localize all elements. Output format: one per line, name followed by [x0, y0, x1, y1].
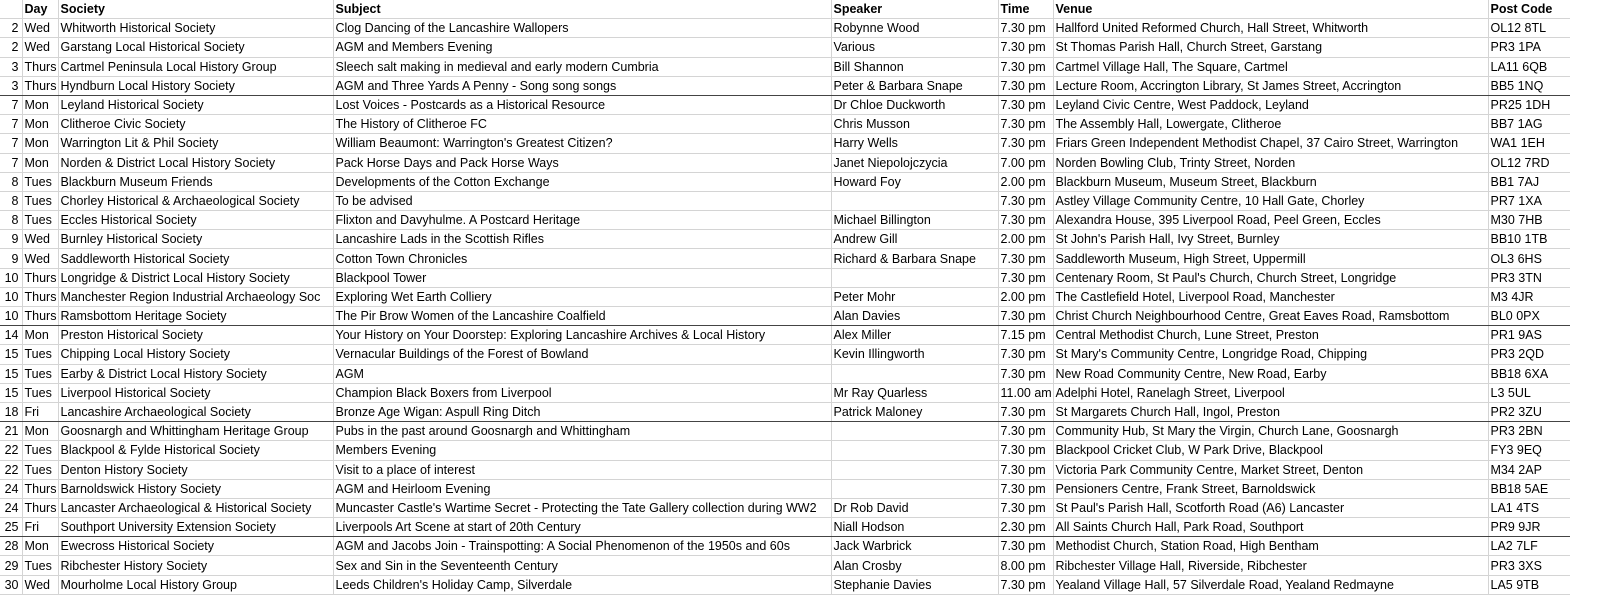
cell-venue[interactable]: Methodist Church, Station Road, High Bentham: [1053, 537, 1488, 556]
cell-day-number[interactable]: 8: [0, 191, 22, 210]
cell-post-code[interactable]: OL12 7RD: [1488, 153, 1570, 172]
table-row: [0, 556, 1570, 575]
cell-society[interactable]: Barnoldswick History Society: [58, 479, 333, 498]
cell-day-name[interactable]: Mon: [22, 153, 58, 172]
cell-post-code[interactable]: M34 2AP: [1488, 460, 1570, 479]
cell-subject[interactable]: Vernacular Buildings of the Forest of Bowland: [333, 345, 831, 364]
cell-society[interactable]: Ramsbottom Heritage Society: [58, 307, 333, 326]
cell-day-number[interactable]: 28: [0, 537, 22, 556]
cell-post-code[interactable]: FY3 9EQ: [1488, 441, 1570, 460]
table-row: [0, 19, 1570, 38]
cell-day-name[interactable]: Mon: [22, 537, 58, 556]
cell-day-name[interactable]: Thurs: [22, 287, 58, 306]
cell-venue[interactable]: All Saints Church Hall, Park Road, Southport: [1053, 518, 1488, 537]
cell-venue[interactable]: Alexandra House, 395 Liverpool Road, Peel Green, Eccles: [1053, 211, 1488, 230]
cell-post-code[interactable]: BB1 7AJ: [1488, 172, 1570, 191]
cell-speaker[interactable]: [831, 268, 998, 287]
cell-venue[interactable]: Central Methodist Church, Lune Street, Preston: [1053, 326, 1488, 345]
cell-day-name[interactable]: Thurs: [22, 479, 58, 498]
cell-subject[interactable]: The Pir Brow Women of the Lancashire Coalfield: [333, 307, 831, 326]
cell-time[interactable]: 7.30 pm: [998, 134, 1053, 153]
cell-subject[interactable]: Pubs in the past around Goosnargh and Whittingham: [333, 422, 831, 441]
cell-venue[interactable]: Lecture Room, Accrington Library, St James Street, Accrington: [1053, 76, 1488, 95]
cell-speaker[interactable]: Peter & Barbara Snape: [831, 76, 998, 95]
cell-time[interactable]: 2.30 pm: [998, 518, 1053, 537]
table-row: [0, 479, 1570, 498]
cell-society[interactable]: Leyland Historical Society: [58, 95, 333, 114]
cell-society[interactable]: Whitworth Historical Society: [58, 19, 333, 38]
cell-time[interactable]: 7.30 pm: [998, 19, 1053, 38]
cell-post-code[interactable]: PR9 9JR: [1488, 518, 1570, 537]
cell-venue[interactable]: Community Hub, St Mary the Virgin, Church Lane, Goosnargh: [1053, 422, 1488, 441]
cell-subject[interactable]: Sleech salt making in medieval and early modern Cumbria: [333, 57, 831, 76]
cell-society[interactable]: Mourholme Local History Group: [58, 575, 333, 594]
cell-day-number[interactable]: 25: [0, 518, 22, 537]
table-row: [0, 191, 1570, 210]
cell-subject[interactable]: Pack Horse Days and Pack Horse Ways: [333, 153, 831, 172]
cell-time[interactable]: 7.30 pm: [998, 479, 1053, 498]
table-row: [0, 518, 1570, 537]
cell-society[interactable]: Ribchester History Society: [58, 556, 333, 575]
cell-time[interactable]: 7.30 pm: [998, 402, 1053, 421]
cell-post-code[interactable]: BL0 0PX: [1488, 307, 1570, 326]
cell-day-number[interactable]: 22: [0, 460, 22, 479]
cell-subject[interactable]: Visit to a place of interest: [333, 460, 831, 479]
cell-post-code[interactable]: PR3 2BN: [1488, 422, 1570, 441]
cell-society[interactable]: Warrington Lit & Phil Society: [58, 134, 333, 153]
cell-post-code[interactable]: LA11 6QB: [1488, 57, 1570, 76]
cell-subject[interactable]: Members Evening: [333, 441, 831, 460]
cell-day-number[interactable]: 15: [0, 364, 22, 383]
cell-post-code[interactable]: LA1 4TS: [1488, 498, 1570, 517]
cell-time[interactable]: 7.30 pm: [998, 441, 1053, 460]
cell-day-name[interactable]: Tues: [22, 191, 58, 210]
cell-time[interactable]: 2.00 pm: [998, 287, 1053, 306]
cell-day-name[interactable]: Mon: [22, 134, 58, 153]
cell-subject[interactable]: Blackpool Tower: [333, 268, 831, 287]
cell-post-code[interactable]: PR2 3ZU: [1488, 402, 1570, 421]
cell-day-name[interactable]: Wed: [22, 575, 58, 594]
cell-day-name[interactable]: Wed: [22, 249, 58, 268]
cell-time[interactable]: 7.30 pm: [998, 364, 1053, 383]
cell-subject[interactable]: Exploring Wet Earth Colliery: [333, 287, 831, 306]
table-row: [0, 575, 1570, 594]
cell-day-number[interactable]: 3: [0, 76, 22, 95]
cell-subject[interactable]: AGM and Three Yards A Penny - Song song songs: [333, 76, 831, 95]
cell-speaker[interactable]: [831, 479, 998, 498]
cell-subject[interactable]: Muncaster Castle's Wartime Secret - Protecting the Tate Gallery collection during WW2: [333, 498, 831, 517]
cell-day-number[interactable]: 7: [0, 153, 22, 172]
table-row: [0, 153, 1570, 172]
cell-subject[interactable]: AGM and Heirloom Evening: [333, 479, 831, 498]
cell-speaker[interactable]: Alex Miller: [831, 326, 998, 345]
header-cell-time[interactable]: Time: [998, 0, 1053, 19]
cell-venue[interactable]: Adelphi Hotel, Ranelagh Street, Liverpool: [1053, 383, 1488, 402]
cell-day-name[interactable]: Tues: [22, 383, 58, 402]
table-row: [0, 364, 1570, 383]
cell-society[interactable]: Longridge & District Local History Society: [58, 268, 333, 287]
cell-day-number[interactable]: 10: [0, 287, 22, 306]
cell-day-number[interactable]: 2: [0, 38, 22, 57]
cell-speaker[interactable]: Harry Wells: [831, 134, 998, 153]
cell-speaker[interactable]: Dr Rob David: [831, 498, 998, 517]
cell-subject[interactable]: Champion Black Boxers from Liverpool: [333, 383, 831, 402]
table-row: [0, 38, 1570, 57]
table-row: [0, 422, 1570, 441]
cell-post-code[interactable]: BB10 1TB: [1488, 230, 1570, 249]
cell-venue[interactable]: Centenary Room, St Paul's Church, Church Street, Longridge: [1053, 268, 1488, 287]
table-row: [0, 230, 1570, 249]
cell-day-number[interactable]: 7: [0, 134, 22, 153]
cell-day-name[interactable]: Tues: [22, 211, 58, 230]
cell-society[interactable]: Blackpool & Fylde Historical Society: [58, 441, 333, 460]
cell-post-code[interactable]: LA5 9TB: [1488, 575, 1570, 594]
cell-speaker[interactable]: Stephanie Davies: [831, 575, 998, 594]
cell-speaker[interactable]: Jack Warbrick: [831, 537, 998, 556]
cell-society[interactable]: Denton History Society: [58, 460, 333, 479]
cell-post-code[interactable]: OL3 6HS: [1488, 249, 1570, 268]
cell-venue[interactable]: St Paul's Parish Hall, Scotforth Road (A6) Lancaster: [1053, 498, 1488, 517]
header-cell-day[interactable]: Day: [22, 0, 58, 19]
cell-day-number[interactable]: 21: [0, 422, 22, 441]
cell-society[interactable]: Norden & District Local History Society: [58, 153, 333, 172]
cell-post-code[interactable]: L3 5UL: [1488, 383, 1570, 402]
cell-post-code[interactable]: BB18 5AE: [1488, 479, 1570, 498]
cell-time[interactable]: 7.30 pm: [998, 95, 1053, 114]
cell-venue[interactable]: St John's Parish Hall, Ivy Street, Burnley: [1053, 230, 1488, 249]
cell-subject[interactable]: Lancashire Lads in the Scottish Rifles: [333, 230, 831, 249]
header-cell-subject[interactable]: Subject: [333, 0, 831, 19]
table-row: [0, 460, 1570, 479]
cell-subject[interactable]: AGM: [333, 364, 831, 383]
cell-society[interactable]: Ewecross Historical Society: [58, 537, 333, 556]
cell-society[interactable]: Clitheroe Civic Society: [58, 115, 333, 134]
cell-society[interactable]: Chipping Local History Society: [58, 345, 333, 364]
table-row: [0, 326, 1570, 345]
cell-society[interactable]: Chorley Historical & Archaeological Society: [58, 191, 333, 210]
cell-subject[interactable]: Flixton and Davyhulme. A Postcard Heritage: [333, 211, 831, 230]
sheet-empty-area: [1570, 0, 1616, 599]
table-row: [0, 498, 1570, 517]
cell-day-number[interactable]: 24: [0, 498, 22, 517]
cell-day-number[interactable]: 18: [0, 402, 22, 421]
cell-time[interactable]: 7.30 pm: [998, 57, 1053, 76]
cell-post-code[interactable]: BB7 1AG: [1488, 115, 1570, 134]
cell-society[interactable]: Goosnargh and Whittingham Heritage Group: [58, 422, 333, 441]
cell-subject[interactable]: Liverpools Art Scene at start of 20th Century: [333, 518, 831, 537]
cell-time[interactable]: 7.15 pm: [998, 326, 1053, 345]
cell-day-number[interactable]: 8: [0, 211, 22, 230]
cell-day-name[interactable]: Wed: [22, 19, 58, 38]
table-row: [0, 95, 1570, 114]
cell-venue[interactable]: Astley Village Community Centre, 10 Hall Gate, Chorley: [1053, 191, 1488, 210]
cell-post-code[interactable]: OL12 8TL: [1488, 19, 1570, 38]
cell-day-name[interactable]: Tues: [22, 364, 58, 383]
table-row: [0, 383, 1570, 402]
cell-subject[interactable]: Developments of the Cotton Exchange: [333, 172, 831, 191]
cell-venue[interactable]: Blackburn Museum, Museum Street, Blackburn: [1053, 172, 1488, 191]
cell-time[interactable]: 7.30 pm: [998, 307, 1053, 326]
cell-subject[interactable]: Lost Voices - Postcards as a Historical Resource: [333, 95, 831, 114]
cell-time[interactable]: 7.30 pm: [998, 422, 1053, 441]
cell-post-code[interactable]: PR7 1XA: [1488, 191, 1570, 210]
cell-day-number[interactable]: 15: [0, 345, 22, 364]
cell-venue[interactable]: St Mary's Community Centre, Longridge Road, Chipping: [1053, 345, 1488, 364]
cell-subject[interactable]: William Beaumont: Warrington's Greatest Citizen?: [333, 134, 831, 153]
cell-society[interactable]: Garstang Local Historical Society: [58, 38, 333, 57]
cell-post-code[interactable]: BB18 6XA: [1488, 364, 1570, 383]
cell-speaker[interactable]: Kevin Illingworth: [831, 345, 998, 364]
cell-venue[interactable]: Norden Bowling Club, Trinty Street, Norden: [1053, 153, 1488, 172]
table-row: [0, 268, 1570, 287]
cell-venue[interactable]: Ribchester Village Hall, Riverside, Ribchester: [1053, 556, 1488, 575]
cell-time[interactable]: 7.30 pm: [998, 575, 1053, 594]
cell-day-number[interactable]: 10: [0, 307, 22, 326]
cell-time[interactable]: 8.00 pm: [998, 556, 1053, 575]
cell-time[interactable]: 7.30 pm: [998, 498, 1053, 517]
cell-subject[interactable]: Leeds Children's Holiday Camp, Silverdale: [333, 575, 831, 594]
cell-day-name[interactable]: Wed: [22, 230, 58, 249]
table-row: [0, 115, 1570, 134]
cell-time[interactable]: 7.30 pm: [998, 249, 1053, 268]
cell-society[interactable]: Burnley Historical Society: [58, 230, 333, 249]
cell-venue[interactable]: The Castlefield Hotel, Liverpool Road, Manchester: [1053, 287, 1488, 306]
cell-venue[interactable]: Yealand Village Hall, 57 Silverdale Road, Yealand Redmayne: [1053, 575, 1488, 594]
cell-society[interactable]: Preston Historical Society: [58, 326, 333, 345]
cell-society[interactable]: Eccles Historical Society: [58, 211, 333, 230]
cell-subject[interactable]: Your History on Your Doorstep: Exploring Lancashire Archives & Local History: [333, 326, 831, 345]
table-row: [0, 134, 1570, 153]
cell-speaker[interactable]: Alan Davies: [831, 307, 998, 326]
cell-day-name[interactable]: Tues: [22, 345, 58, 364]
cell-day-number[interactable]: 30: [0, 575, 22, 594]
cell-post-code[interactable]: M3 4JR: [1488, 287, 1570, 306]
cell-day-number[interactable]: 14: [0, 326, 22, 345]
cell-day-number[interactable]: 3: [0, 57, 22, 76]
sheet-body: [0, 19, 1570, 595]
cell-speaker[interactable]: Dr Chloe Duckworth: [831, 95, 998, 114]
header-cell-speaker[interactable]: Speaker: [831, 0, 998, 19]
cell-society[interactable]: Saddleworth Historical Society: [58, 249, 333, 268]
cell-subject[interactable]: AGM and Jacobs Join - Trainspotting: A Social Phenomenon of the 1950s and 60s: [333, 537, 831, 556]
cell-day-name[interactable]: Tues: [22, 556, 58, 575]
cell-speaker[interactable]: Janet Niepolojczycia: [831, 153, 998, 172]
cell-day-number[interactable]: 7: [0, 115, 22, 134]
cell-day-number[interactable]: 9: [0, 230, 22, 249]
cell-venue[interactable]: Victoria Park Community Centre, Market Street, Denton: [1053, 460, 1488, 479]
table-row: [0, 345, 1570, 364]
cell-time[interactable]: 2.00 pm: [998, 172, 1053, 191]
cell-subject[interactable]: Cotton Town Chronicles: [333, 249, 831, 268]
cell-time[interactable]: 7.30 pm: [998, 191, 1053, 210]
cell-post-code[interactable]: WA1 1EH: [1488, 134, 1570, 153]
cell-day-name[interactable]: Fri: [22, 518, 58, 537]
cell-speaker[interactable]: Andrew Gill: [831, 230, 998, 249]
table-row: [0, 537, 1570, 556]
cell-society[interactable]: Hyndburn Local History Society: [58, 76, 333, 95]
cell-day-name[interactable]: Thurs: [22, 57, 58, 76]
table-row: [0, 307, 1570, 326]
cell-society[interactable]: Manchester Region Industrial Archaeology Soc: [58, 287, 333, 306]
header-cell-venue[interactable]: Venue: [1053, 0, 1488, 19]
cell-speaker[interactable]: Various: [831, 38, 998, 57]
cell-subject[interactable]: The History of Clitheroe FC: [333, 115, 831, 134]
cell-day-name[interactable]: Mon: [22, 422, 58, 441]
cell-venue[interactable]: St Thomas Parish Hall, Church Street, Garstang: [1053, 38, 1488, 57]
cell-speaker[interactable]: [831, 441, 998, 460]
cell-subject[interactable]: AGM and Members Evening: [333, 38, 831, 57]
cell-speaker[interactable]: [831, 460, 998, 479]
cell-subject[interactable]: Clog Dancing of the Lancashire Wallopers: [333, 19, 831, 38]
table-row: [0, 76, 1570, 95]
cell-day-name[interactable]: Fri: [22, 402, 58, 421]
cell-speaker[interactable]: Alan Crosby: [831, 556, 998, 575]
cell-day-number[interactable]: 7: [0, 95, 22, 114]
cell-venue[interactable]: Christ Church Neighbourhood Centre, Great Eaves Road, Ramsbottom: [1053, 307, 1488, 326]
cell-speaker[interactable]: [831, 191, 998, 210]
cell-post-code[interactable]: PR25 1DH: [1488, 95, 1570, 114]
cell-speaker[interactable]: Michael Billington: [831, 211, 998, 230]
cell-speaker[interactable]: Chris Musson: [831, 115, 998, 134]
cell-time[interactable]: 7.30 pm: [998, 38, 1053, 57]
cell-post-code[interactable]: PR3 1PA: [1488, 38, 1570, 57]
cell-venue[interactable]: Leyland Civic Centre, West Paddock, Leyland: [1053, 95, 1488, 114]
cell-post-code[interactable]: BB5 1NQ: [1488, 76, 1570, 95]
cell-time[interactable]: 7.30 pm: [998, 211, 1053, 230]
cell-time[interactable]: 7.30 pm: [998, 115, 1053, 134]
cell-day-name[interactable]: Thurs: [22, 307, 58, 326]
cell-day-number[interactable]: 15: [0, 383, 22, 402]
cell-venue[interactable]: Saddleworth Museum, High Street, Uppermill: [1053, 249, 1488, 268]
cell-subject[interactable]: Sex and Sin in the Seventeenth Century: [333, 556, 831, 575]
cell-time[interactable]: 7.30 pm: [998, 268, 1053, 287]
cell-society[interactable]: Earby & District Local History Society: [58, 364, 333, 383]
cell-subject[interactable]: To be advised: [333, 191, 831, 210]
cell-time[interactable]: 7.30 pm: [998, 460, 1053, 479]
cell-post-code[interactable]: PR3 2QD: [1488, 345, 1570, 364]
cell-speaker[interactable]: Niall Hodson: [831, 518, 998, 537]
cell-speaker[interactable]: [831, 364, 998, 383]
cell-post-code[interactable]: PR3 3XS: [1488, 556, 1570, 575]
cell-time[interactable]: 7.30 pm: [998, 537, 1053, 556]
cell-post-code[interactable]: PR3 3TN: [1488, 268, 1570, 287]
cell-speaker[interactable]: Robynne Wood: [831, 19, 998, 38]
cell-time[interactable]: 7.00 pm: [998, 153, 1053, 172]
table-row: [0, 211, 1570, 230]
cell-society[interactable]: Lancaster Archaeological & Historical Society: [58, 498, 333, 517]
cell-day-name[interactable]: Mon: [22, 95, 58, 114]
cell-speaker[interactable]: Richard & Barbara Snape: [831, 249, 998, 268]
cell-venue[interactable]: New Road Community Centre, New Road, Earby: [1053, 364, 1488, 383]
cell-post-code[interactable]: LA2 7LF: [1488, 537, 1570, 556]
cell-day-number[interactable]: 10: [0, 268, 22, 287]
cell-society[interactable]: Liverpool Historical Society: [58, 383, 333, 402]
cell-society[interactable]: Southport University Extension Society: [58, 518, 333, 537]
cell-speaker[interactable]: Mr Ray Quarless: [831, 383, 998, 402]
cell-venue[interactable]: Blackpool Cricket Club, W Park Drive, Blackpool: [1053, 441, 1488, 460]
cell-day-name[interactable]: Tues: [22, 460, 58, 479]
cell-day-name[interactable]: Thurs: [22, 268, 58, 287]
header-cell-blank[interactable]: [0, 0, 22, 19]
cell-day-number[interactable]: 22: [0, 441, 22, 460]
cell-speaker[interactable]: Howard Foy: [831, 172, 998, 191]
cell-society[interactable]: Blackburn Museum Friends: [58, 172, 333, 191]
cell-day-number[interactable]: 8: [0, 172, 22, 191]
cell-speaker[interactable]: Peter Mohr: [831, 287, 998, 306]
table-row: [0, 172, 1570, 191]
cell-day-name[interactable]: Tues: [22, 172, 58, 191]
cell-society[interactable]: Cartmel Peninsula Local History Group: [58, 57, 333, 76]
table-row: [0, 441, 1570, 460]
cell-day-number[interactable]: 9: [0, 249, 22, 268]
cell-time[interactable]: 2.00 pm: [998, 230, 1053, 249]
cell-day-number[interactable]: 29: [0, 556, 22, 575]
cell-day-name[interactable]: Mon: [22, 115, 58, 134]
table-row: [0, 287, 1570, 306]
cell-day-number[interactable]: 24: [0, 479, 22, 498]
header-row: [0, 0, 1570, 19]
cell-day-name[interactable]: Wed: [22, 38, 58, 57]
cell-venue[interactable]: Cartmel Village Hall, The Square, Cartmel: [1053, 57, 1488, 76]
cell-venue[interactable]: Pensioners Centre, Frank Street, Barnoldswick: [1053, 479, 1488, 498]
cell-venue[interactable]: Friars Green Independent Methodist Chapel, 37 Cairo Street, Warrington: [1053, 134, 1488, 153]
cell-day-number[interactable]: 2: [0, 19, 22, 38]
table-row: [0, 402, 1570, 421]
cell-society[interactable]: Lancashire Archaeological Society: [58, 402, 333, 421]
cell-day-name[interactable]: Tues: [22, 441, 58, 460]
table-row: [0, 249, 1570, 268]
cell-post-code[interactable]: M30 7HB: [1488, 211, 1570, 230]
cell-speaker[interactable]: Patrick Maloney: [831, 402, 998, 421]
cell-speaker[interactable]: [831, 422, 998, 441]
cell-day-name[interactable]: Thurs: [22, 498, 58, 517]
cell-venue[interactable]: St Margarets Church Hall, Ingol, Preston: [1053, 402, 1488, 421]
cell-day-name[interactable]: Thurs: [22, 76, 58, 95]
header-cell-society[interactable]: Society: [58, 0, 333, 19]
cell-subject[interactable]: Bronze Age Wigan: Aspull Ring Ditch: [333, 402, 831, 421]
cell-venue[interactable]: The Assembly Hall, Lowergate, Clitheroe: [1053, 115, 1488, 134]
cell-day-name[interactable]: Mon: [22, 326, 58, 345]
table-row: [0, 57, 1570, 76]
cell-time[interactable]: 7.30 pm: [998, 345, 1053, 364]
header-cell-post-code[interactable]: Post Code: [1488, 0, 1570, 19]
cell-time[interactable]: 11.00 am: [998, 383, 1053, 402]
cell-time[interactable]: 7.30 pm: [998, 76, 1053, 95]
cell-venue[interactable]: Hallford United Reformed Church, Hall Street, Whitworth: [1053, 19, 1488, 38]
cell-post-code[interactable]: PR1 9AS: [1488, 326, 1570, 345]
cell-speaker[interactable]: Bill Shannon: [831, 57, 998, 76]
